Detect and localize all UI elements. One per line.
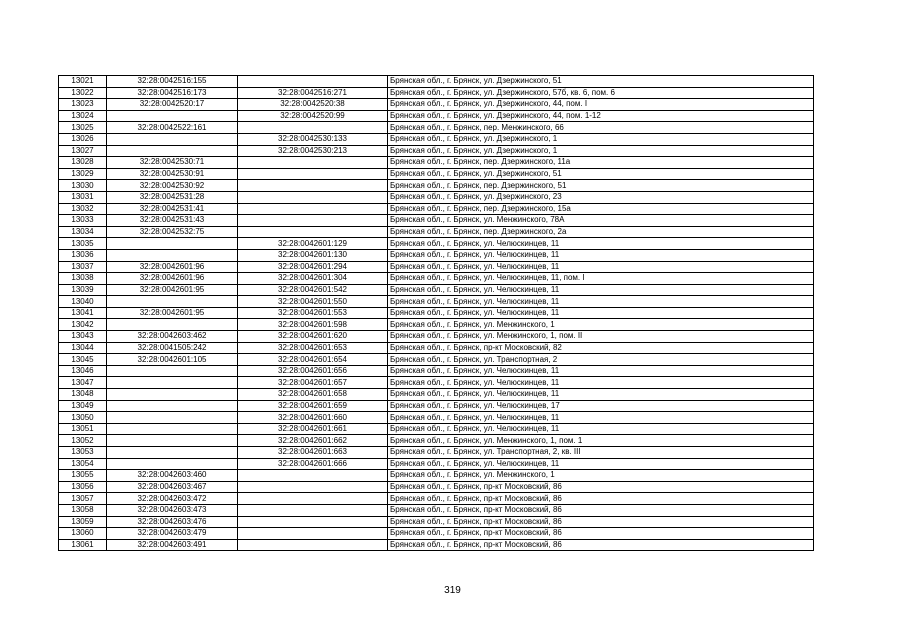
- address-cell: Брянская обл., г. Брянск, ул. Челюскинцев, 17: [388, 400, 814, 412]
- building-cadastral-number-cell: 32:28:0042601:658: [238, 389, 388, 401]
- building-cadastral-number-cell: 32:28:0042601:653: [238, 342, 388, 354]
- table-row: [59, 122, 814, 134]
- land-cadastral-number-cell: [107, 145, 238, 157]
- address-cell: Брянская обл., г. Брянск, ул. Менжинского, 1: [388, 319, 814, 331]
- building-cadastral-number-cell: 32:28:0042601:130: [238, 249, 388, 261]
- address-cell: Брянская обл., г. Брянск, ул. Транспортная, 2, кв. III: [388, 447, 814, 459]
- table-row: [59, 168, 814, 180]
- table-row: [59, 191, 814, 203]
- table-row: [59, 284, 814, 296]
- address-cell: Брянская обл., г. Брянск, ул. Челюскинцев, 11: [388, 307, 814, 319]
- address-cell: Брянская обл., г. Брянск, ул. Менжинского, 1, пом. 1: [388, 435, 814, 447]
- building-cadastral-number-cell: 32:28:0042601:598: [238, 319, 388, 331]
- land-cadastral-number-cell: 32:28:0042532:75: [107, 226, 238, 238]
- row-number-cell: 13049: [59, 400, 107, 412]
- row-number-cell: 13039: [59, 284, 107, 296]
- row-number-cell: 13038: [59, 273, 107, 285]
- row-number-cell: 13053: [59, 447, 107, 459]
- building-cadastral-number-cell: [238, 539, 388, 551]
- land-cadastral-number-cell: [107, 133, 238, 145]
- address-cell: Брянская обл., г. Брянск, ул. Дзержинского, 51: [388, 76, 814, 88]
- row-number-cell: 13026: [59, 133, 107, 145]
- building-cadastral-number-cell: 32:28:0042601:659: [238, 400, 388, 412]
- table-row: [59, 539, 814, 551]
- row-number-cell: 13052: [59, 435, 107, 447]
- page-number: 319: [444, 585, 461, 596]
- row-number-cell: 13030: [59, 180, 107, 192]
- table-row: [59, 493, 814, 505]
- table-row: [59, 516, 814, 528]
- property-table-body: [59, 76, 814, 551]
- row-number-cell: 13058: [59, 504, 107, 516]
- address-cell: Брянская обл., г. Брянск, ул. Транспортная, 2: [388, 354, 814, 366]
- address-cell: Брянская обл., г. Брянск, ул. Челюскинцев, 11: [388, 377, 814, 389]
- table-row: [59, 528, 814, 540]
- address-cell: Брянская обл., г. Брянск, ул. Челюскинцев, 11: [388, 389, 814, 401]
- address-cell: Брянская обл., г. Брянск, ул. Челюскинцев, 11: [388, 284, 814, 296]
- building-cadastral-number-cell: 32:28:0042516:271: [238, 87, 388, 99]
- table-row: [59, 389, 814, 401]
- address-cell: Брянская обл., г. Брянск, пр-кт Московский, 86: [388, 516, 814, 528]
- row-number-cell: 13050: [59, 412, 107, 424]
- address-cell: Брянская обл., г. Брянск, ул. Челюскинцев, 11: [388, 296, 814, 308]
- building-cadastral-number-cell: [238, 215, 388, 227]
- building-cadastral-number-cell: 32:28:0042530:213: [238, 145, 388, 157]
- address-cell: Брянская обл., г. Брянск, ул. Челюскинцев, 11: [388, 249, 814, 261]
- land-cadastral-number-cell: [107, 319, 238, 331]
- building-cadastral-number-cell: [238, 528, 388, 540]
- table-row: [59, 238, 814, 250]
- row-number-cell: 13061: [59, 539, 107, 551]
- table-row: [59, 377, 814, 389]
- row-number-cell: 13040: [59, 296, 107, 308]
- table-row: [59, 76, 814, 88]
- land-cadastral-number-cell: 32:28:0042601:95: [107, 284, 238, 296]
- table-row: [59, 307, 814, 319]
- land-cadastral-number-cell: [107, 377, 238, 389]
- row-number-cell: 13023: [59, 99, 107, 111]
- building-cadastral-number-cell: [238, 76, 388, 88]
- land-cadastral-number-cell: [107, 389, 238, 401]
- row-number-cell: 13035: [59, 238, 107, 250]
- land-cadastral-number-cell: [107, 435, 238, 447]
- land-cadastral-number-cell: [107, 110, 238, 122]
- land-cadastral-number-cell: 32:28:0042603:460: [107, 470, 238, 482]
- address-cell: Брянская обл., г. Брянск, пер. Дзержинского, 11а: [388, 157, 814, 169]
- address-cell: Брянская обл., г. Брянск, пр-кт Московский, 86: [388, 493, 814, 505]
- building-cadastral-number-cell: 32:28:0042601:666: [238, 458, 388, 470]
- building-cadastral-number-cell: [238, 516, 388, 528]
- building-cadastral-number-cell: 32:28:0042601:661: [238, 423, 388, 435]
- row-number-cell: 13041: [59, 307, 107, 319]
- building-cadastral-number-cell: 32:28:0042601:542: [238, 284, 388, 296]
- row-number-cell: 13033: [59, 215, 107, 227]
- land-cadastral-number-cell: [107, 296, 238, 308]
- address-cell: Брянская обл., г. Брянск, ул. Дзержинского, 44, пом. I: [388, 99, 814, 111]
- building-cadastral-number-cell: 32:28:0042520:38: [238, 99, 388, 111]
- table-row: [59, 504, 814, 516]
- building-cadastral-number-cell: 32:28:0042601:129: [238, 238, 388, 250]
- address-cell: Брянская обл., г. Брянск, ул. Челюскинцев, 11: [388, 458, 814, 470]
- land-cadastral-number-cell: 32:28:0042530:71: [107, 157, 238, 169]
- land-cadastral-number-cell: 32:28:0042603:472: [107, 493, 238, 505]
- table-row: [59, 226, 814, 238]
- row-number-cell: 13057: [59, 493, 107, 505]
- table-row: [59, 145, 814, 157]
- row-number-cell: 13032: [59, 203, 107, 215]
- land-cadastral-number-cell: [107, 447, 238, 459]
- address-cell: Брянская обл., г. Брянск, пер. Дзержинского, 15а: [388, 203, 814, 215]
- table-row: [59, 203, 814, 215]
- table-row: [59, 87, 814, 99]
- address-cell: Брянская обл., г. Брянск, ул. Дзержинского, 51: [388, 168, 814, 180]
- address-cell: Брянская обл., г. Брянск, ул. Челюскинцев, 11: [388, 365, 814, 377]
- address-cell: Брянская обл., г. Брянск, пр-кт Московский, 86: [388, 539, 814, 551]
- address-cell: Брянская обл., г. Брянск, ул. Менжинского, 1, пом. II: [388, 331, 814, 343]
- row-number-cell: 13044: [59, 342, 107, 354]
- row-number-cell: 13054: [59, 458, 107, 470]
- row-number-cell: 13056: [59, 481, 107, 493]
- building-cadastral-number-cell: 32:28:0042601:654: [238, 354, 388, 366]
- row-number-cell: 13028: [59, 157, 107, 169]
- building-cadastral-number-cell: [238, 168, 388, 180]
- address-cell: Брянская обл., г. Брянск, ул. Челюскинцев, 11: [388, 261, 814, 273]
- building-cadastral-number-cell: 32:28:0042601:662: [238, 435, 388, 447]
- address-cell: Брянская обл., г. Брянск, пр-кт Московский, 86: [388, 504, 814, 516]
- table-row: [59, 180, 814, 192]
- building-cadastral-number-cell: [238, 203, 388, 215]
- row-number-cell: 13025: [59, 122, 107, 134]
- land-cadastral-number-cell: [107, 249, 238, 261]
- address-cell: Брянская обл., г. Брянск, пр-кт Московский, 86: [388, 528, 814, 540]
- land-cadastral-number-cell: 32:28:0042520:17: [107, 99, 238, 111]
- table-row: [59, 423, 814, 435]
- row-number-cell: 13029: [59, 168, 107, 180]
- row-number-cell: 13027: [59, 145, 107, 157]
- land-cadastral-number-cell: 32:28:0042603:467: [107, 481, 238, 493]
- address-cell: Брянская обл., г. Брянск, пер. Дзержинского, 2а: [388, 226, 814, 238]
- address-cell: Брянская обл., г. Брянск, ул. Дзержинского, 23: [388, 191, 814, 203]
- table-row: [59, 365, 814, 377]
- land-cadastral-number-cell: 32:28:0042603:479: [107, 528, 238, 540]
- building-cadastral-number-cell: 32:28:0042520:99: [238, 110, 388, 122]
- table-row: [59, 261, 814, 273]
- address-cell: Брянская обл., г. Брянск, ул. Менжинского, 1: [388, 470, 814, 482]
- land-cadastral-number-cell: 32:28:0042603:476: [107, 516, 238, 528]
- land-cadastral-number-cell: 32:28:0042601:95: [107, 307, 238, 319]
- building-cadastral-number-cell: [238, 122, 388, 134]
- row-number-cell: 13055: [59, 470, 107, 482]
- building-cadastral-number-cell: [238, 470, 388, 482]
- building-cadastral-number-cell: [238, 481, 388, 493]
- table-row: [59, 133, 814, 145]
- land-cadastral-number-cell: 32:28:0042516:173: [107, 87, 238, 99]
- land-cadastral-number-cell: 32:28:0041505:242: [107, 342, 238, 354]
- building-cadastral-number-cell: 32:28:0042601:660: [238, 412, 388, 424]
- row-number-cell: 13048: [59, 389, 107, 401]
- row-number-cell: 13042: [59, 319, 107, 331]
- address-cell: Брянская обл., г. Брянск, ул. Челюскинцев, 11: [388, 412, 814, 424]
- land-cadastral-number-cell: 32:28:0042603:462: [107, 331, 238, 343]
- land-cadastral-number-cell: [107, 412, 238, 424]
- row-number-cell: 13060: [59, 528, 107, 540]
- row-number-cell: 13045: [59, 354, 107, 366]
- address-cell: Брянская обл., г. Брянск, ул. Дзержинского, 44, пом. 1-12: [388, 110, 814, 122]
- land-cadastral-number-cell: 32:28:0042601:96: [107, 261, 238, 273]
- row-number-cell: 13037: [59, 261, 107, 273]
- table-row: [59, 157, 814, 169]
- land-cadastral-number-cell: 32:28:0042601:96: [107, 273, 238, 285]
- row-number-cell: 13022: [59, 87, 107, 99]
- table-row: [59, 342, 814, 354]
- row-number-cell: 13051: [59, 423, 107, 435]
- land-cadastral-number-cell: 32:28:0042531:41: [107, 203, 238, 215]
- table-row: [59, 110, 814, 122]
- land-cadastral-number-cell: 32:28:0042531:43: [107, 215, 238, 227]
- building-cadastral-number-cell: [238, 226, 388, 238]
- address-cell: Брянская обл., г. Брянск, ул. Дзержинского, 1: [388, 133, 814, 145]
- row-number-cell: 13034: [59, 226, 107, 238]
- address-cell: Брянская обл., г. Брянск, пр-кт Московский, 82: [388, 342, 814, 354]
- table-row: [59, 249, 814, 261]
- land-cadastral-number-cell: [107, 423, 238, 435]
- address-cell: Брянская обл., г. Брянск, ул. Челюскинцев, 11: [388, 423, 814, 435]
- row-number-cell: 13043: [59, 331, 107, 343]
- land-cadastral-number-cell: 32:28:0042603:491: [107, 539, 238, 551]
- building-cadastral-number-cell: [238, 493, 388, 505]
- building-cadastral-number-cell: [238, 504, 388, 516]
- table-row: [59, 273, 814, 285]
- land-cadastral-number-cell: [107, 400, 238, 412]
- table-row: [59, 435, 814, 447]
- row-number-cell: 13046: [59, 365, 107, 377]
- table-row: [59, 412, 814, 424]
- land-cadastral-number-cell: 32:28:0042522:161: [107, 122, 238, 134]
- table-row: [59, 470, 814, 482]
- building-cadastral-number-cell: 32:28:0042601:550: [238, 296, 388, 308]
- table-row: [59, 296, 814, 308]
- address-cell: Брянская обл., г. Брянск, ул. Челюскинцев, 11, пом. I: [388, 273, 814, 285]
- land-cadastral-number-cell: 32:28:0042603:473: [107, 504, 238, 516]
- table-row: [59, 331, 814, 343]
- table-row: [59, 215, 814, 227]
- land-cadastral-number-cell: [107, 238, 238, 250]
- building-cadastral-number-cell: [238, 191, 388, 203]
- table-row: [59, 458, 814, 470]
- land-cadastral-number-cell: 32:28:0042530:92: [107, 180, 238, 192]
- table-row: [59, 481, 814, 493]
- building-cadastral-number-cell: 32:28:0042601:294: [238, 261, 388, 273]
- row-number-cell: 13031: [59, 191, 107, 203]
- row-number-cell: 13024: [59, 110, 107, 122]
- table-row: [59, 400, 814, 412]
- land-cadastral-number-cell: [107, 365, 238, 377]
- table-row: [59, 319, 814, 331]
- row-number-cell: 13036: [59, 249, 107, 261]
- land-cadastral-number-cell: 32:28:0042601:105: [107, 354, 238, 366]
- building-cadastral-number-cell: 32:28:0042601:656: [238, 365, 388, 377]
- building-cadastral-number-cell: 32:28:0042601:553: [238, 307, 388, 319]
- address-cell: Брянская обл., г. Брянск, ул. Дзержинского, 1: [388, 145, 814, 157]
- address-cell: Брянская обл., г. Брянск, пер. Дзержинского, 51: [388, 180, 814, 192]
- property-table: [58, 75, 814, 551]
- land-cadastral-number-cell: 32:28:0042531:28: [107, 191, 238, 203]
- table-row: [59, 99, 814, 111]
- land-cadastral-number-cell: 32:28:0042530:91: [107, 168, 238, 180]
- table-row: [59, 447, 814, 459]
- row-number-cell: 13047: [59, 377, 107, 389]
- building-cadastral-number-cell: 32:28:0042601:657: [238, 377, 388, 389]
- row-number-cell: 13021: [59, 76, 107, 88]
- table-row: [59, 354, 814, 366]
- building-cadastral-number-cell: 32:28:0042530:133: [238, 133, 388, 145]
- address-cell: Брянская обл., г. Брянск, пр-кт Московский, 86: [388, 481, 814, 493]
- building-cadastral-number-cell: 32:28:0042601:663: [238, 447, 388, 459]
- address-cell: Брянская обл., г. Брянск, пер. Менжинского, 66: [388, 122, 814, 134]
- address-cell: Брянская обл., г. Брянск, ул. Челюскинцев, 11: [388, 238, 814, 250]
- land-cadastral-number-cell: [107, 458, 238, 470]
- building-cadastral-number-cell: [238, 157, 388, 169]
- building-cadastral-number-cell: [238, 180, 388, 192]
- land-cadastral-number-cell: 32:28:0042516:155: [107, 76, 238, 88]
- building-cadastral-number-cell: 32:28:0042601:304: [238, 273, 388, 285]
- address-cell: Брянская обл., г. Брянск, ул. Дзержинского, 57б, кв. 6, пом. 6: [388, 87, 814, 99]
- row-number-cell: 13059: [59, 516, 107, 528]
- building-cadastral-number-cell: 32:28:0042601:620: [238, 331, 388, 343]
- address-cell: Брянская обл., г. Брянск, ул. Менжинского, 78А: [388, 215, 814, 227]
